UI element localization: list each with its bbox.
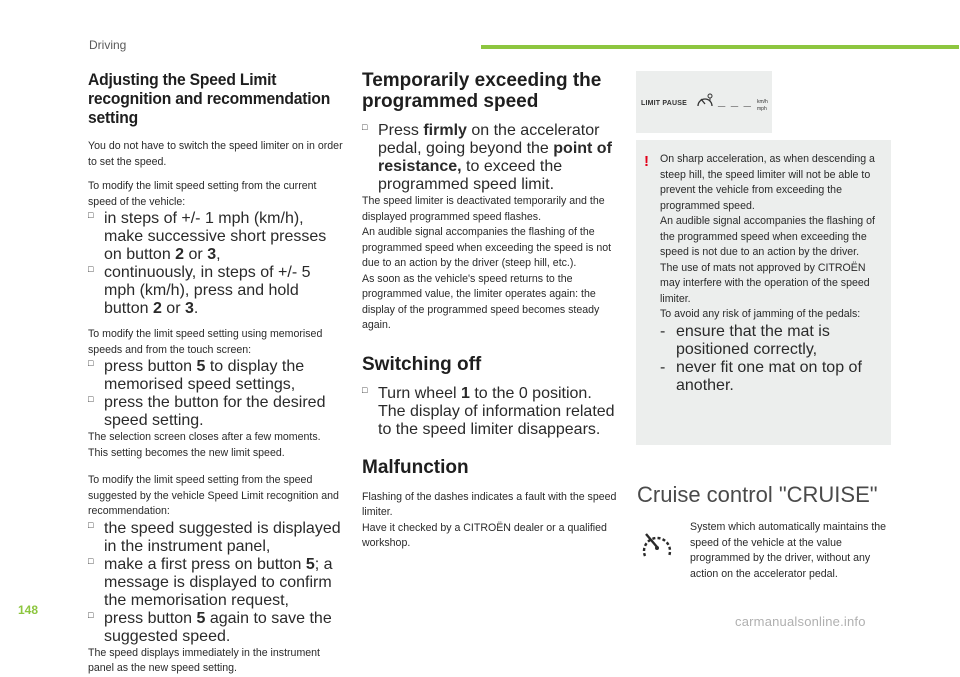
list-item: - never fit one mat on top of another. <box>660 358 862 394</box>
current-speed-lead: To modify the limit speed setting from the current speed of the vehicle: <box>88 180 317 208</box>
list-item: □ press the button for the desired speed setting. <box>88 394 326 429</box>
list-item: □ Turn wheel 1 to the 0 position. The display of information related to the speed limiter disappears. <box>362 384 615 438</box>
note-jamming: To avoid any risk of jamming of the pedals: <box>660 308 861 320</box>
list-item: □ in steps of +/- 1 mph (km/h), make successive short presses on button 2 or 3, <box>88 210 327 263</box>
returns-text: As soon as the vehicle's speed returns to the programmed value, the limiter operates again: the display of the programmed speed becomes steady again. <box>362 272 600 331</box>
bullet-icon: □ <box>88 394 94 404</box>
bullet-icon: □ <box>362 384 368 395</box>
recommendation-lead: To modify the limit speed setting from the speed suggested by the vehicle Speed Limit recognition and recommendation: <box>88 474 339 517</box>
display-unit-kmh: km/h <box>757 99 768 105</box>
list-item: □ make a first press on button 5; a message is displayed to confirm the memorisation request, <box>88 555 333 609</box>
bullet-icon: □ <box>88 555 94 566</box>
display-dashes: _ _ _ <box>718 93 752 108</box>
note-audible-signal: An audible signal accompanies the flashing of the programmed speed when exceeding the speed is not due to an action by the driver. <box>660 215 875 258</box>
page-number: 148 <box>18 603 39 617</box>
speed-displays-text: The speed displays immediately in the instrument panel as the new speed setting. <box>88 646 320 674</box>
heading-exceeding: Temporarily exceeding the programmed speed <box>362 70 602 112</box>
list-item: □ press button 5 again to save the suggested speed. <box>88 609 332 645</box>
list-item: □ press button 5 to display the memorised speed settings, <box>88 358 305 393</box>
workshop-text: Have it checked by a CITROËN dealer or a qualified workshop. <box>362 521 607 549</box>
new-limit-text: This setting becomes the new limit speed. <box>88 446 285 459</box>
bullet-icon: □ <box>88 358 94 368</box>
list-item: □ the speed suggested is displayed in the instrument panel, <box>88 519 341 555</box>
note-sharp-acceleration: On sharp acceleration, as when descending a steep hill, the speed limiter will not be able to prevent the vehicle from exceeding the programmed speed. <box>660 153 875 212</box>
bullet-icon: □ <box>88 264 94 274</box>
bullet-icon: □ <box>88 519 94 530</box>
current-speed-block <box>88 179 346 318</box>
speed-limiter-icon <box>696 93 714 111</box>
note-mats: The use of mats not approved by CITROËN may interfere with the operation of the speed limiter. <box>660 261 870 305</box>
display-unit-mph: mph <box>757 106 767 112</box>
audible-signal-text: An audible signal accompanies the flashing of the programmed speed when exceeding the speed is not due to an action by the driver (steep hill, etc.). <box>362 226 612 269</box>
heading-switching-off: Switching off <box>362 353 482 375</box>
list-item: - ensure that the mat is positioned correctly, <box>660 322 830 358</box>
recommendation-block <box>88 473 346 677</box>
section-rule <box>481 45 959 49</box>
instrument-display-illustration <box>636 71 772 133</box>
intro-text: You do not have to switch the speed limiter on in order to set the speed. <box>88 140 343 168</box>
column-speed-limit-setting <box>88 70 346 677</box>
malfunction-text: Flashing of the dashes indicates a fault with the speed limiter. <box>362 490 617 518</box>
cruise-description: System which automatically maintains the speed of the vehicle at the value programmed by the driver, without any action on the accelerator pedal. <box>690 521 887 580</box>
column-exceeding <box>362 70 620 552</box>
speedometer-cruise-icon <box>640 530 674 564</box>
watermark: carmanualsonline.info <box>735 614 866 629</box>
list-item: □ Press firmly on the accelerator pedal, going beyond the point of resistance, to exceed the programmed speed limit. <box>362 122 612 193</box>
memorised-speed-lead: To modify the limit speed setting using memorised speeds and from the touch screen: <box>88 328 323 356</box>
heading-cruise-control: Cruise control "CRUISE" <box>637 482 878 507</box>
bullet-icon: □ <box>88 210 94 220</box>
warning-exclamation-icon: ! <box>644 153 649 170</box>
selection-closes-text: The selection screen closes after a few moments. <box>88 431 321 443</box>
memorised-speed-block <box>88 327 346 461</box>
deactivated-text: The speed limiter is deactivated temporarily and the displayed programmed speed flashes. <box>362 195 605 223</box>
heading-malfunction: Malfunction <box>362 456 469 478</box>
display-limit-pause-label: LIMIT PAUSE <box>641 100 688 107</box>
warning-note-text <box>660 152 886 395</box>
bullet-icon: □ <box>88 609 94 620</box>
section-label: Driving <box>89 38 127 52</box>
bullet-icon: □ <box>362 122 368 132</box>
heading-adjusting: Adjusting the Speed Limit recognition and recommendation setting <box>88 70 331 127</box>
list-item: □ continuously, in steps of +/- 5 mph (km/h), press and hold button 2 or 3. <box>88 264 311 317</box>
